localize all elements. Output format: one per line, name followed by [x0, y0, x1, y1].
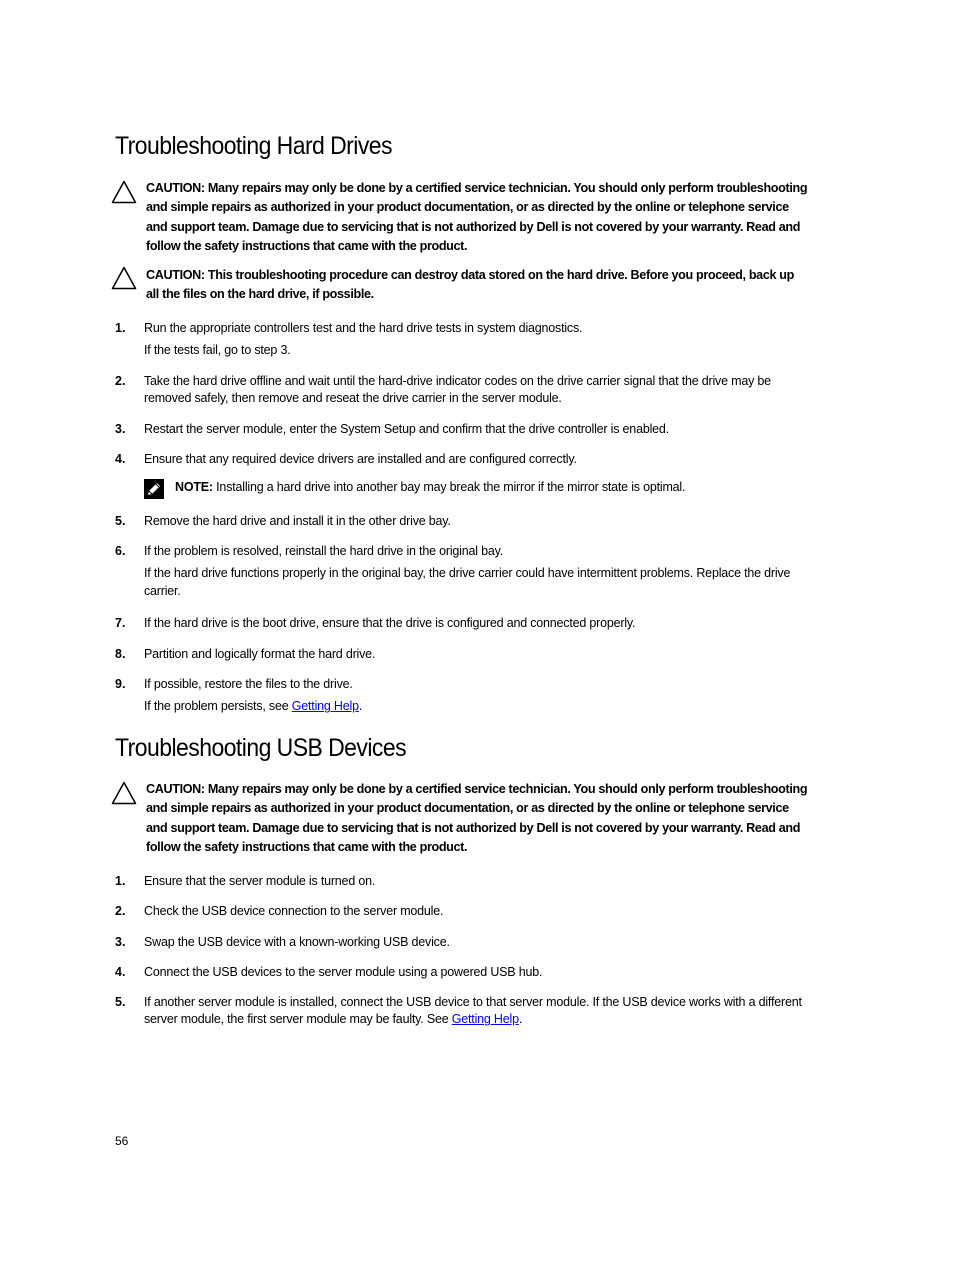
note-pencil-icon	[144, 479, 164, 499]
step-number: 4.	[115, 965, 126, 979]
step-text: Run the appropriate controllers test and the hard drive tests in system diagnostics.	[144, 321, 583, 335]
step-number: 1.	[115, 321, 126, 335]
note-label: NOTE:	[175, 480, 213, 494]
caution-triangle-icon	[111, 266, 137, 290]
caution-text: CAUTION: Many repairs may only be done by a certified service technician. You should only perform troubleshooting and simple repairs as authorized in your product documentation, or as directed by the online or telephone service and support team. Damage due to servicing that is not authorized by Dell is not covered by your warranty. Read and follow the safety instructions that came with the product.	[146, 181, 808, 253]
caution-triangle-icon	[111, 781, 137, 805]
step-subtext: If the problem persists, see	[144, 699, 292, 714]
step-text: Check the USB device connection to the server module.	[144, 904, 444, 918]
step-text: Ensure that any required device drivers are installed and are configured correctly.	[144, 452, 577, 466]
note-text: Installing a hard drive into another bay may break the mirror if the mirror state is optimal.	[212, 480, 686, 494]
step-text: If possible, restore the files to the drive.	[144, 677, 353, 691]
caution-triangle-icon	[111, 180, 137, 204]
step-number: 8.	[115, 647, 126, 661]
section-title-hard-drives: Troubleshooting Hard Drives	[115, 132, 392, 160]
step-text: Take the hard drive offline and wait until the hard-drive indicator codes on the drive carrier signal that the drive may be removed safely, then remove and reseat the drive carrier in the server module.	[144, 374, 771, 406]
step-text: Swap the USB device with a known-working USB device.	[144, 935, 450, 949]
step-subtext: If the tests fail, go to step 3.	[144, 343, 291, 358]
page-number: 56	[115, 1134, 129, 1148]
step-text: Partition and logically format the hard drive.	[144, 647, 376, 661]
step-number: 7.	[115, 616, 126, 630]
step-text: Remove the hard drive and install it in the other drive bay.	[144, 514, 451, 528]
step-text: Connect the USB devices to the server module using a powered USB hub.	[144, 965, 543, 979]
step-text-suffix: .	[518, 1012, 523, 1027]
section-title-usb-devices: Troubleshooting USB Devices	[115, 734, 407, 762]
getting-help-link[interactable]: Getting Help	[291, 699, 359, 714]
step-number: 5.	[115, 995, 126, 1009]
step-number: 2.	[115, 904, 126, 918]
caution-text: CAUTION: Many repairs may only be done by a certified service technician. You should only perform troubleshooting and simple repairs as authorized in your product documentation, or as directed by the online or telephone service and support team. Damage due to servicing that is not authorized by Dell is not covered by your warranty. Read and follow the safety instructions that came with the product.	[146, 782, 808, 854]
step-number: 4.	[115, 452, 126, 466]
step-subtext-suffix: .	[358, 699, 363, 714]
step-text: Restart the server module, enter the System Setup and confirm that the drive controller is enabled.	[144, 422, 669, 436]
step-text: If another server module is installed, connect the USB device to that server module. If the USB device works with a different server module, the first server module may be faulty. See	[144, 995, 802, 1027]
step-text: If the hard drive is the boot drive, ensure that the drive is configured and connected properly.	[144, 616, 636, 630]
step-number: 1.	[115, 874, 126, 888]
step-number: 6.	[115, 544, 126, 558]
getting-help-link[interactable]: Getting Help	[451, 1012, 519, 1027]
step-number: 9.	[115, 677, 126, 691]
step-number: 2.	[115, 374, 126, 388]
step-number: 3.	[115, 422, 126, 436]
step-number: 5.	[115, 514, 126, 528]
caution-text: CAUTION: This troubleshooting procedure can destroy data stored on the hard drive. Before you proceed, back up all the files on the hard drive, if possible.	[146, 268, 794, 302]
step-number: 3.	[115, 935, 126, 949]
step-subtext: If the hard drive functions properly in the original bay, the drive carrier could have intermittent problems. Replace the drive carrier.	[144, 566, 791, 598]
step-text: If the problem is resolved, reinstall the hard drive in the original bay.	[144, 544, 503, 558]
step-text: Ensure that the server module is turned on.	[144, 874, 376, 888]
